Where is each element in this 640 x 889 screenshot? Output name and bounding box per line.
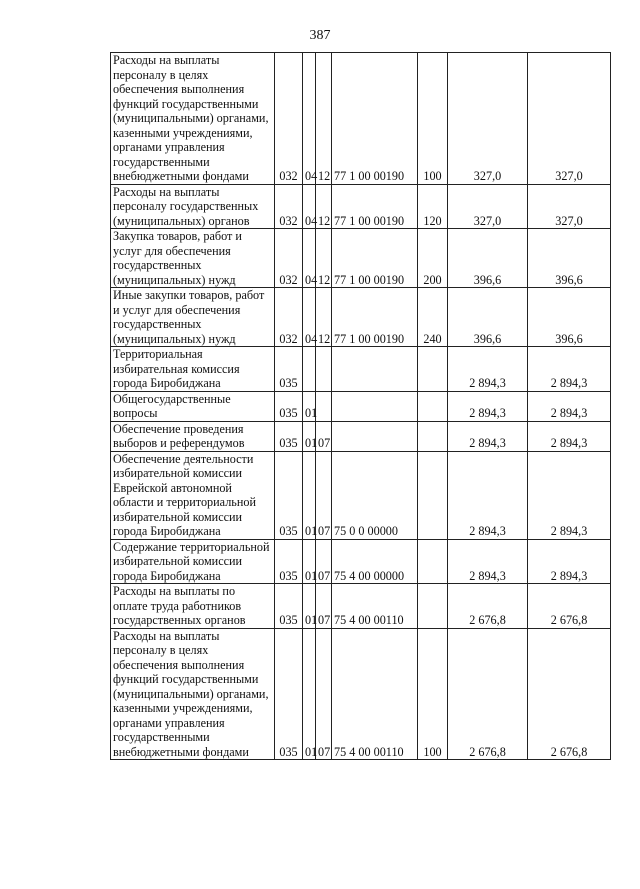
row-target-article-code (332, 421, 418, 451)
row-ministry-code: 032 (275, 288, 303, 347)
row-description: Обеспечение проведения выборов и референдумов (111, 421, 275, 451)
row-section-code: 01 (303, 628, 316, 760)
row-amount-year-2: 2 894,3 (528, 539, 611, 584)
row-expense-type-code (418, 391, 448, 421)
row-description: Иные закупки товаров, работ и услуг для обеспечения государственных (муниципальных) нужд (111, 288, 275, 347)
budget-table (110, 52, 611, 760)
row-target-article-code: 77 1 00 00190 (332, 229, 418, 288)
row-amount-year-1: 396,6 (448, 288, 528, 347)
row-ministry-code: 035 (275, 347, 303, 392)
table-row (111, 391, 611, 421)
row-ministry-code: 035 (275, 539, 303, 584)
table-row (111, 288, 611, 347)
table-row (111, 584, 611, 629)
page-number: 387 (309, 28, 331, 43)
row-subsection-code: 12 (316, 288, 332, 347)
row-section-code: 01 (303, 421, 316, 451)
row-amount-year-2: 2 894,3 (528, 347, 611, 392)
row-subsection-code: 12 (316, 229, 332, 288)
table-row (111, 539, 611, 584)
row-description: Содержание территориальной избирательной комиссии города Биробиджана (111, 539, 275, 584)
row-section-code: 04 (303, 184, 316, 229)
row-amount-year-1: 2 894,3 (448, 347, 528, 392)
row-amount-year-1: 2 894,3 (448, 539, 528, 584)
row-amount-year-1: 327,0 (448, 53, 528, 185)
row-amount-year-2: 396,6 (528, 229, 611, 288)
row-amount-year-2: 2 894,3 (528, 421, 611, 451)
row-amount-year-2: 396,6 (528, 288, 611, 347)
table-row (111, 229, 611, 288)
row-target-article-code: 75 4 00 00000 (332, 539, 418, 584)
row-expense-type-code: 200 (418, 229, 448, 288)
row-amount-year-1: 396,6 (448, 229, 528, 288)
row-expense-type-code (418, 539, 448, 584)
row-ministry-code: 035 (275, 628, 303, 760)
row-amount-year-2: 2 676,8 (528, 584, 611, 629)
row-target-article-code: 75 4 00 00110 (332, 628, 418, 760)
row-section-code: 04 (303, 288, 316, 347)
row-expense-type-code (418, 347, 448, 392)
row-amount-year-1: 2 676,8 (448, 628, 528, 760)
row-expense-type-code (418, 421, 448, 451)
row-target-article-code: 75 0 0 00000 (332, 451, 418, 539)
table-row (111, 184, 611, 229)
row-amount-year-1: 2 894,3 (448, 421, 528, 451)
row-subsection-code: 07 (316, 421, 332, 451)
row-amount-year-2: 2 676,8 (528, 628, 611, 760)
table-row (111, 451, 611, 539)
table-row (111, 421, 611, 451)
row-amount-year-2: 327,0 (528, 184, 611, 229)
row-target-article-code: 77 1 00 00190 (332, 53, 418, 185)
row-ministry-code: 032 (275, 184, 303, 229)
row-subsection-code (316, 391, 332, 421)
row-section-code: 04 (303, 53, 316, 185)
row-ministry-code: 035 (275, 584, 303, 629)
row-description: Общегосударственные вопросы (111, 391, 275, 421)
row-target-article-code (332, 347, 418, 392)
row-expense-type-code: 120 (418, 184, 448, 229)
row-amount-year-2: 327,0 (528, 53, 611, 185)
row-amount-year-1: 2 894,3 (448, 391, 528, 421)
row-ministry-code: 035 (275, 391, 303, 421)
table-row (111, 347, 611, 392)
row-amount-year-1: 2 676,8 (448, 584, 528, 629)
row-expense-type-code (418, 451, 448, 539)
table-row (111, 53, 611, 185)
row-description: Расходы на выплаты персоналу государственных (муниципальных) органов (111, 184, 275, 229)
row-amount-year-2: 2 894,3 (528, 451, 611, 539)
row-section-code (303, 347, 316, 392)
row-subsection-code: 07 (316, 539, 332, 584)
row-expense-type-code: 100 (418, 628, 448, 760)
row-subsection-code: 12 (316, 53, 332, 185)
row-section-code: 01 (303, 584, 316, 629)
row-section-code: 01 (303, 451, 316, 539)
row-section-code: 01 (303, 391, 316, 421)
row-subsection-code (316, 347, 332, 392)
row-target-article-code (332, 391, 418, 421)
row-ministry-code: 032 (275, 53, 303, 185)
row-description: Расходы на выплаты по оплате труда работников государственных органов (111, 584, 275, 629)
row-amount-year-1: 327,0 (448, 184, 528, 229)
row-target-article-code: 77 1 00 00190 (332, 184, 418, 229)
row-target-article-code: 77 1 00 00190 (332, 288, 418, 347)
row-subsection-code: 07 (316, 628, 332, 760)
row-expense-type-code: 240 (418, 288, 448, 347)
row-subsection-code: 12 (316, 184, 332, 229)
row-description: Территориальная избирательная комиссия города Биробиджана (111, 347, 275, 392)
row-description: Обеспечение деятельности избирательной комиссии Еврейской автономной области и территориальной избирательной комиссии города Биробиджана (111, 451, 275, 539)
row-description: Расходы на выплаты персоналу в целях обеспечения выполнения функций государственными (муниципальными) органами, казенными учреждениями, органами управления государственными внебюджетными фондами (111, 628, 275, 760)
row-section-code: 01 (303, 539, 316, 584)
row-expense-type-code: 100 (418, 53, 448, 185)
row-section-code: 04 (303, 229, 316, 288)
row-subsection-code: 07 (316, 584, 332, 629)
row-amount-year-2: 2 894,3 (528, 391, 611, 421)
row-target-article-code: 75 4 00 00110 (332, 584, 418, 629)
row-expense-type-code (418, 584, 448, 629)
table-row (111, 628, 611, 760)
row-subsection-code: 07 (316, 451, 332, 539)
row-ministry-code: 032 (275, 229, 303, 288)
row-description: Закупка товаров, работ и услуг для обеспечения государственных (муниципальных) нужд (111, 229, 275, 288)
row-ministry-code: 035 (275, 421, 303, 451)
row-ministry-code: 035 (275, 451, 303, 539)
row-description: Расходы на выплаты персоналу в целях обеспечения выполнения функций государственными (муниципальными) органами, казенными учреждениями, органами управления государственными внебюджетными фондами (111, 53, 275, 185)
row-amount-year-1: 2 894,3 (448, 451, 528, 539)
